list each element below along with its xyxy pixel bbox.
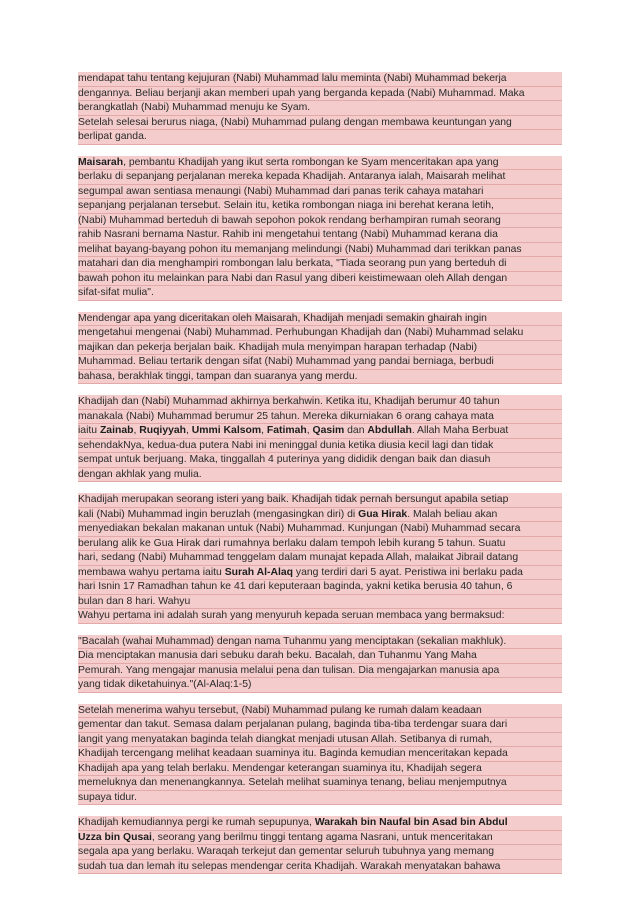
text-line: [78, 199, 562, 214]
text-run: langit yang menyatakan baginda telah diangkat menjadi utusan Allah. Setibanya di rumah,: [78, 733, 493, 745]
text-run: gementar dan takut. Semasa dalam perjalanan pulang, baginda tiba-tiba terdengar suara dari: [78, 719, 508, 730]
text-line: [78, 214, 562, 229]
text-run: mendapat tahu tentang kejujuran (Nabi) Muhammad lalu meminta (Nabi) Muhammad bekerja: [78, 73, 507, 84]
text-line: [78, 816, 562, 831]
text-run: dan: [344, 425, 368, 436]
text-run: kali (Nabi) Muhammad ingin beruzlah (mengasingkan diri) di: [78, 508, 359, 520]
text-line: [78, 170, 562, 185]
bold-text-run: Fatimah: [266, 425, 307, 436]
text-run: Setelah menerima wahyu tersebut, (Nabi) Muhammad pulang ke rumah dalam keadaan: [78, 704, 482, 716]
text-line: [78, 130, 562, 145]
text-run: Wahyu pertama ini adalah surah yang menyuruh kepada seruan membaca yang bermaksud:: [78, 610, 505, 621]
text-line: [78, 453, 562, 468]
paragraph: [78, 635, 562, 693]
paragraph: [78, 395, 562, 482]
text-run: supaya tidur.: [78, 791, 137, 803]
text-line: [78, 72, 562, 87]
text-run: ,: [186, 425, 192, 436]
text-run: , seorang yang berilmu tinggi tentang agama Nasrani, untuk menceritakan: [151, 831, 493, 843]
text-line: [78, 312, 562, 327]
text-run: bulan dan 8 hari. Wahyu: [78, 595, 191, 607]
text-run: sehendakNya, kedua-dua putera Nabi ini meninggal dunia ketika diusia kecil lagi dan tidak: [78, 439, 494, 451]
text-run: ,: [133, 425, 140, 436]
text-line: [78, 355, 562, 370]
text-run: . Allah Maha Berbuat: [411, 425, 509, 436]
text-line: [78, 395, 562, 410]
text-line: [78, 733, 562, 748]
text-run: ,: [306, 425, 313, 436]
text-run: berlaku di sepanjang perjalanan mereka kepada Khadijah. Antaranya ialah, Maisarah melihat: [78, 171, 506, 182]
text-line: [78, 370, 562, 385]
text-run: segala apa yang berlaku. Waraqah terkejut dan gementar seluruh tubuhnya yang memang: [78, 846, 495, 857]
text-line: [78, 101, 562, 116]
text-run: membawa wahyu pertama iaitu: [78, 566, 225, 578]
text-line: [78, 609, 562, 624]
text-run: bahasa, berakhlak tinggi, tampan dan suaranya yang merdu.: [78, 370, 358, 382]
bold-text-run: Abdullah: [367, 425, 412, 436]
text-line: [78, 243, 562, 258]
text-run: yang terdiri dari 5 ayat. Peristiwa ini berlaku pada: [293, 566, 523, 578]
text-line: [78, 762, 562, 777]
text-run: berlipat ganda.: [78, 131, 147, 142]
text-run: menyediakan bekalan makanan untuk (Nabi) Muhammad. Kunjungan (Nabi) Muhammad secara: [78, 523, 521, 534]
text-line: [78, 566, 562, 581]
text-run: Khadijah merupakan seorang isteri yang baik. Khadijah tidak pernah bersungut apabila setiap: [78, 494, 509, 505]
text-run: , pembantu Khadijah yang ikut serta rombongan ke Syam menceritakan apa yang: [123, 156, 499, 168]
text-run: sudah tua dan lemah itu selepas mendengar cerita Khadijah. Warakah menyatakan bahawa: [78, 860, 501, 872]
paragraph: [78, 156, 562, 301]
text-line: [78, 860, 562, 875]
text-run: Dia menciptakan manusia dari sebuku darah beku. Bacalah, dan Tuhanmu Yang Maha: [78, 650, 477, 661]
text-line: [78, 116, 562, 131]
text-run: Khadijah kemudiannya pergi ke rumah sepupunya,: [78, 817, 315, 828]
text-run: segumpal awan sentiasa menaungi (Nabi) Muhammad dari panas terik cahaya matahari: [78, 185, 484, 197]
text-run: melihat bayang-bayang pohon itu memanjang melindungi (Nabi) Muhammad dari terikkan panas: [78, 243, 522, 255]
text-line: [78, 791, 562, 806]
text-line: [78, 424, 562, 439]
paragraph: [78, 704, 562, 806]
text-line: [78, 228, 562, 243]
bold-text-run: Qasim: [312, 425, 345, 436]
text-run: hari Isnin 17 Ramadhan tahun ke 41 dari keputeraan baginda, yakni ketika berusia 40 tahun, 6: [78, 581, 513, 592]
text-line: [78, 286, 562, 301]
text-run: manakala (Nabi) Muhammad berumur 25 tahun. Mereka dikurniakan 6 orang cahaya mata: [78, 410, 494, 422]
text-line: [78, 493, 562, 508]
text-line: [78, 747, 562, 762]
bold-text-run: Ruqiyyah: [139, 425, 187, 436]
text-line: [78, 326, 562, 341]
text-line: [78, 635, 562, 650]
bold-text-run: Warakah bin Naufal bin Asad bin Abdul: [314, 817, 508, 828]
text-run: iaitu: [78, 425, 100, 436]
text-line: [78, 831, 562, 846]
text-run: . Malah beliau akan: [407, 508, 498, 520]
bold-text-run: Maisarah: [78, 156, 124, 168]
paragraph: [78, 493, 562, 624]
bold-text-run: Ummi Kalsom: [191, 425, 262, 436]
text-run: yang tidak diketahuinya."(Al-Alaq:1-5): [78, 679, 252, 690]
text-run: berulang alik ke Gua Hirak dari rumahnya berlaku dalam tempoh lebih kurang 5 tahun. Suatu: [78, 537, 506, 549]
text-line: [78, 341, 562, 356]
bold-text-run: Gua Hirak: [358, 508, 408, 520]
text-line: [78, 551, 562, 566]
text-run: sempat untuk berjuang. Maka, tinggallah 4 puterinya yang dididik dengan baik dan diasuh: [78, 454, 491, 465]
text-run: sifat-sifat mulia".: [78, 287, 154, 298]
text-line: [78, 845, 562, 860]
text-line: [78, 678, 562, 693]
text-line: [78, 664, 562, 679]
text-run: Muhammad. Beliau tertarik dengan sifat (Nabi) Muhammad yang pandai berniaga, berbudi: [78, 356, 494, 367]
bold-text-run: Uzza bin Qusai: [78, 831, 152, 843]
text-line: [78, 522, 562, 537]
paragraph: [78, 312, 562, 385]
text-run: sepanjang perjalanan tersebut. Selain itu, ketika rombongan niaga ini berehat kerana letih,: [78, 200, 494, 211]
text-run: Mendengar apa yang diceritakan oleh Maisarah, Khadijah menjadi semakin ghairah ingin: [78, 312, 487, 324]
text-run: Khadijah dan (Nabi) Muhammad akhirnya berkahwin. Ketika itu, Khadijah berumur 40 tahun: [78, 396, 500, 407]
text-line: [78, 595, 562, 610]
text-line: [78, 537, 562, 552]
text-line: [78, 185, 562, 200]
text-line: [78, 649, 562, 664]
text-line: [78, 272, 562, 287]
text-run: (Nabi) Muhammad berteduh di bawah sepohon pokok rendang berhampiran rumah seorang: [78, 214, 501, 226]
text-line: [78, 87, 562, 102]
text-run: Khadijah apa yang telah berlaku. Mendengar keterangan suaminya itu, Khadijah segera: [78, 762, 482, 774]
text-run: bawah pohon itu melainkan para Nabi dan Rasul yang diberi keistimewaan oleh Allah dengan: [78, 272, 508, 284]
text-line: [78, 439, 562, 454]
text-run: dengan akhlak yang mulia.: [78, 468, 202, 480]
text-line: [78, 156, 562, 171]
text-line: [78, 508, 562, 523]
text-line: [78, 580, 562, 595]
text-run: mengetahui mengenai (Nabi) Muhammad. Perhubungan Khadijah dan (Nabi) Muhammad selaku: [78, 327, 524, 338]
text-run: rahib Nasrani bernama Nastur. Rahib ini mengetahui tentang (Nabi) Muhammad kerana dia: [78, 229, 498, 240]
text-run: "Bacalah (wahai Muhammad) dengan nama Tuhanmu yang menciptakan (sekalian makhluk).: [78, 635, 507, 647]
paragraph: [78, 816, 562, 874]
text-run: Pemurah. Yang mengajar manusia melalui pena dan tulisan. Dia mengajarkan manusia apa: [78, 664, 500, 676]
text-run: berangkatlah (Nabi) Muhammad menuju ke Syam.: [78, 102, 311, 113]
text-line: [78, 410, 562, 425]
text-line: [78, 776, 562, 791]
text-line: [78, 718, 562, 733]
text-run: memeluknya dan menenangkannya. Setelah melihat suaminya tenang, beliau menjemputnya: [78, 777, 507, 788]
bold-text-run: Surah Al-Alaq: [224, 566, 294, 578]
text-run: hari, sedang (Nabi) Muhammad tenggelam dalam munajat kepada Allah, malaikat Jibrail datang: [78, 552, 519, 563]
document-body: [78, 72, 562, 885]
text-run: Khadijah tercengang melihat keadaan suaminya itu. Baginda kemudian menceritakan kepada: [78, 748, 508, 759]
text-run: Setelah selesai berurus niaga, (Nabi) Muhammad pulang dengan membawa keuntungan yang: [78, 116, 512, 128]
text-run: dengannya. Beliau berjanji akan memberi upah yang berganda kepada (Nabi) Muhammad. Maka: [78, 87, 525, 99]
text-line: [78, 468, 562, 483]
bold-text-run: Zainab: [99, 425, 134, 436]
paragraph: [78, 72, 562, 145]
text-run: ,: [261, 425, 267, 436]
text-run: matahari dan dia menghampiri rombongan lalu berkata, "Tiada seorang pun yang berteduh di: [78, 258, 507, 269]
text-line: [78, 257, 562, 272]
text-run: majikan dan pekerja berjalan baik. Khadijah mula menyimpan harapan terhadap (Nabi): [78, 341, 478, 353]
text-line: [78, 704, 562, 719]
